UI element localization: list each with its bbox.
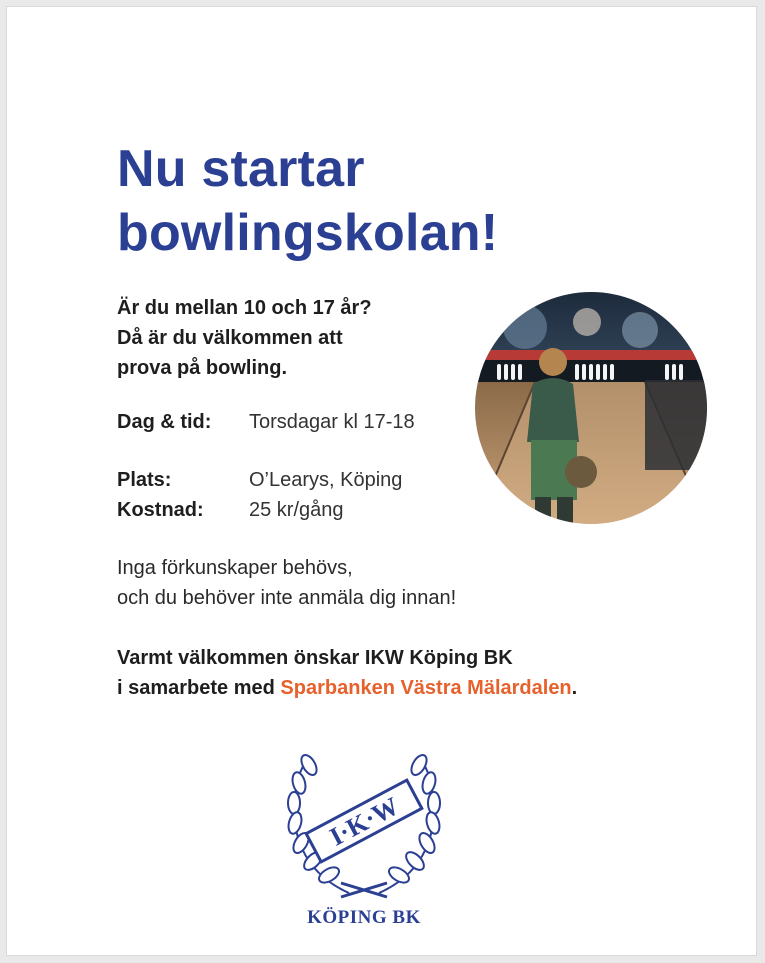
place-row [117,465,402,495]
schedule-info [117,407,415,437]
note-line-2: och du behöver inte anmäla dig innan! [117,587,457,609]
club-name: KÖPING BK [307,907,421,928]
thanks-prefix: i samarbete med [117,677,281,699]
laurel-wreath-icon [279,743,449,903]
title-line-2: bowlingskolan! [117,204,499,262]
thanks-line-2 [117,673,577,703]
day-time-row [117,407,415,437]
bowling-photo-illustration [475,292,707,524]
cost-row [117,495,402,525]
intro-line-2: Då är du välkommen att [117,327,343,349]
page-title [117,137,498,265]
thanks-suffix: . [571,677,578,699]
note-text [117,553,456,613]
thanks-text [117,643,577,703]
note-line-1: Inga förkunskaper behövs, [117,557,353,579]
cost-label: Kostnad: [117,499,204,521]
ikw-logo [279,743,449,903]
location-info [117,465,402,525]
poster [6,6,757,956]
sponsor-name: Sparbanken Västra Mälardalen [280,677,572,699]
place-label: Plats: [117,469,172,491]
day-time-label: Dag & tid: [117,411,212,433]
intro-line-1: Är du mellan 10 och 17 år? [117,297,372,319]
title-line-1: Nu startar [117,140,365,198]
intro-text [117,293,372,383]
day-time-value: Torsdagar kl 17-18 [249,411,415,433]
bowling-photo [475,292,707,524]
cost-value: 25 kr/gång [249,499,344,521]
thanks-line-1: Varmt välkommen önskar IKW Köping BK [117,647,513,669]
intro-line-3: prova på bowling. [117,357,288,379]
logo-text: I·K·W [324,791,404,852]
place-value: O’Learys, Köping [249,469,403,491]
